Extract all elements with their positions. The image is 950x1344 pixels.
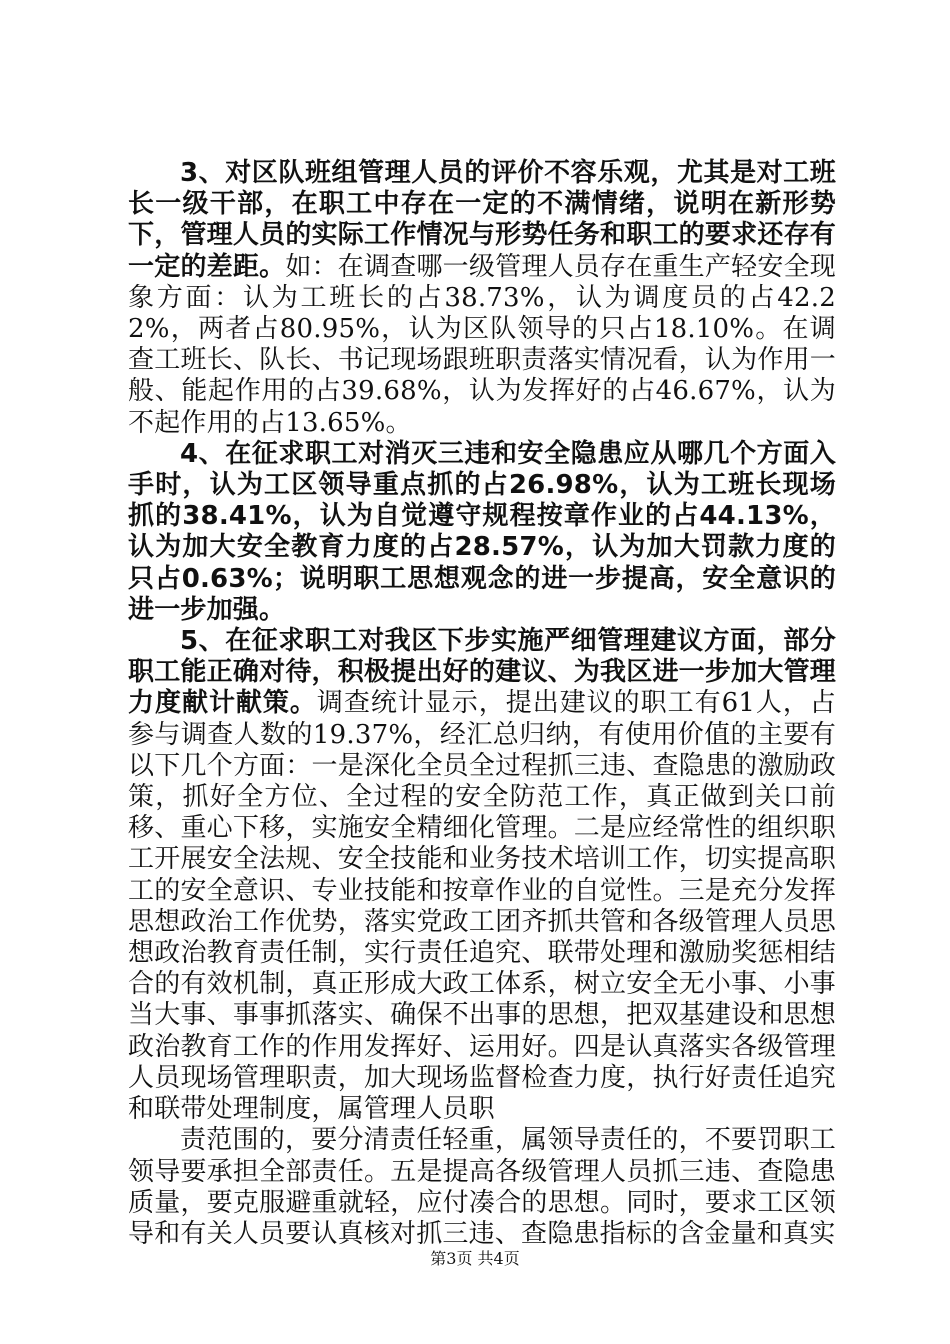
document-body: [128, 158, 836, 1250]
paragraph-3-body: 如：在调查哪一级管理人员存在重生产轻安全现象方面：认为工班长的占38.73%，认为调度员的占42.22%，两者占80.95%，认为区队领导的只占18.10%。在调查工班长、队长、书记现场跟班职责落实情况看，认为作用一般、能起作用的占39.68%，认为发挥好的占46.67%，认为不起作用的占13.65%。: [128, 251, 837, 438]
paragraph-continuation: [128, 1125, 836, 1250]
paragraph-item-3: [128, 158, 836, 439]
paragraph-continuation-body: 责范围的，要分清责任轻重，属领导责任的，不要罚职工领导要承担全部责任。五是提高各级管理人员抓三违、查隐患质量，要克服避重就轻，应付凑合的思想。同时，要求工区领导和有关人员要认真核对抓三违、查隐患指标的含金量和真实: [128, 1125, 836, 1249]
paragraph-item-5: [128, 626, 836, 1125]
paragraph-4-bold-text: 4、在征求职工对消灭三违和安全隐患应从哪几个方面入手时，认为工区领导重点抓的占26.98%，认为工班长现场抓的38.41%，认为自觉遵守规程按章作业的占44.13%，认为加大安全教育力度的占28.57%，认为加大罚款力度的只占0.63%；说明职工思想观念的进一步提高，安全意识的进一步加强。: [128, 438, 836, 625]
paragraph-item-4: [128, 439, 836, 626]
page-number-footer: 第3页 共4页: [430, 1249, 520, 1268]
paragraph-3-bold-lead: 3、对区队班组管理人员的评价不容乐观，尤其是对工班长一级干部，在职工中存在一定的不满情绪，说明在新形势下，管理人员的实际工作情况与形势任务和职工的要求还存有一定的差距。: [128, 158, 836, 282]
paragraph-5-bold-lead: 5、在征求职工对我区下步实施严细管理建议方面，部分职工能正确对待，积极提出好的建议、为我区进一步加大管理力度献计献策。: [128, 626, 836, 719]
paragraph-5-body: 调查统计显示，提出建议的职工有61人，占参与调查人数的19.37%，经汇总归纳，有使用价值的主要有以下几个方面：一是深化全员全过程抓三违、查隐患的激励政策，抓好全方位、全过程的安全防范工作，真正做到关口前移、重心下移，实施安全精细化管理。二是应经常性的组织职工开展安全法规、安全技能和业务技术培训工作，切实提高职工的安全意识、专业技能和按章作业的自觉性。三是充分发挥思想政治工作优势，落实党政工团齐抓共管和各级管理人员思想政治教育责任制，实行责任追究、联带处理和激励奖惩相结合的有效机制，真正形成大政工体系，树立安全无小事、小事当大事、事事抓落实、确保不出事的思想，把双基建设和思想政治教育工作的作用发挥好、运用好。四是认真落实各级管理人员现场管理职责，加大现场监督检查力度，执行好责任追究和联带处理制度，属管理人员职: [128, 688, 836, 1125]
